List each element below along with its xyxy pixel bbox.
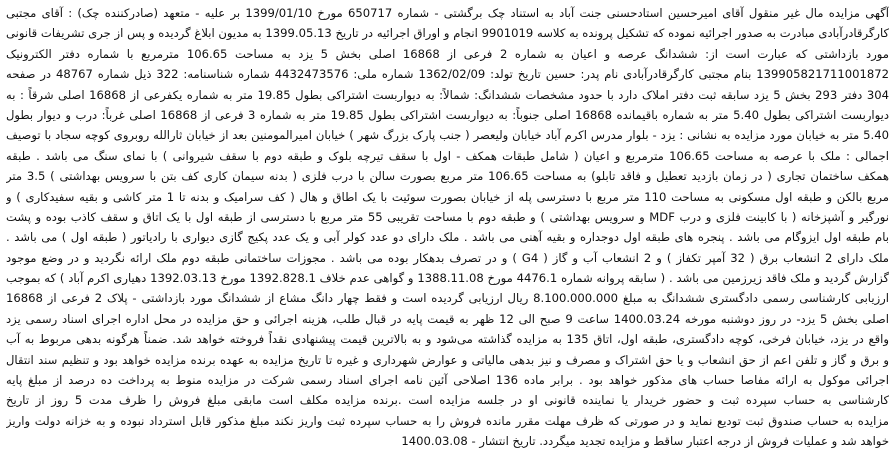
notice-line-20: کارشناسی به حساب سپرده ثبت و حضور خریدار یا نماینده قانونی او در جلسه مزایده است .برنده مزایده مکلف است مابقی مبلغ فروش را ظرف مدت 5 روز از تاریخ — [6, 393, 889, 408]
notice-line-16: اصلی بخش 5 یزد- در روز دوشنبه مورخه 1400.03.24 ساعت 9 صبح الی 12 ظهر به قیمت پایه در قبال طلب، هزینه اجرائی و حق مزایده در محل اداره اجرای اسناد رسمی یزد — [6, 311, 889, 326]
notice-line-9: همکف ساختمان تجاری ( در زمان بازدید تعطیل و فاقد تابلو) به مساحت 106.65 متر مربع بصورت سالن با درب فلزی ( بدنه سیمان کاری کف بتن با سرویس بهداشتی ) 3.5 متر — [6, 169, 889, 184]
notice-line-7: 5.40 متر به خیابان مورد مزایده به نشانی : یزد - بلوار مدرس اکرم آباد خیابان ولیعصر ( جنب پارک بزرگ شهر ) خیابان امیرالمومنین بعد از خیابان ثارالله روبروی کوچه سجاد با توصیف — [6, 128, 889, 143]
notice-line-4: 139905821711001872 بنام مجتبی کارگرقادرآبادی نام پدر: حسین تاریخ تولد: 1362/02/09 شماره ملی: 4432473576 شماره شناسنامه: 322 ذیل شماره 48767 در صفحه — [6, 67, 889, 82]
notice-line-19: اجرائی موکول به ارائه مفاصا حساب های مذکور خواهد بود . برابر ماده 136 اصلاحی آئین نامه اجرای اسناد رسمی شرکت در مزایده منوط به پرداخت ده درصد از مبلغ پایه — [6, 373, 889, 388]
notice-line-17: واقع در یزد، خیابان فرخی، کوچه دادگستری، طبقه اول، اتاق 135 به مزایده گذاشته می‌شود و به بالاترین قیمت پیشنهادی نقداً فروخته خواهد شد. ضمناً هرگونه بدهی مربوط به آب — [6, 332, 889, 347]
notice-line-2: کارگرقادرآبادی مبادرت به صدور اجرائیه نموده که تشکیل پرونده به کلاسه 9901019 انجام و اوراق اجرائیه در تاریخ 1399.05.13 به مدیون ابلاغ گردیده و پس از جری تشریفات قانونی — [6, 26, 889, 41]
notice-line-1: آگهی مزایده مال غیر منقول آقای امیرحسین استادحسنی جنت آباد به استناد چک برگشتی - شماره 650717 مورخ 1399/01/10 بر علیه - متعهد (صادرکننده چک) : آقای مجتبی — [6, 6, 889, 20]
notice-line-6: دیواربست اشتراکی بطول 5.40 متر به شماره باقیمانده 16868 اصلی جنوباً: به دیواربست اشتراکی بطول 19.85 متر به شماره 3 فرعی از 16868 اصلی غرباً: درب و دیوار بطول — [6, 107, 889, 122]
notice-line-21: مزایده به حساب صندوق ثبت تودیع نماید و در صورتی که ظرف مهلت مقرر مانده فروش را به حساب سپرده ثبت واریز نکند مبلغ مذکور قابل استرداد نبوده و به خزانه دولت واریز — [6, 413, 889, 428]
notice-line-12: بام طبقه اول ایزوگام می باشد . پنجره های طبقه اول دوجداره و بقیه آهنی می باشد . ملک دارای دو عدد کولر آبی و یک عدد پکیج گازی دیواری با رادیاتور ( طبقه اول ) می باشد . — [6, 230, 889, 245]
notice-line-15: ارزیابی کارشناسی رسمی دادگستری ششدانگ به مبلغ 8.100.000.000 ریال ارزیابی گردیده است و فقط چهار دانگ مشاع از ششدانگ مورد بازداشتی - پلاک 2 فرعی از 16868 — [6, 291, 889, 306]
notice-line-8: اجمالی : ملک با عرصه به مساحت 106.65 مترمربع و اعیان ( شامل طبقات همکف - اول با سقف تیرچه بلوک و طبقه دوم با سقف شیروانی ) با نمای سنگ می باشد . طبقه — [6, 148, 889, 163]
notice-line-14: گزارش گردید و ملک فاقد زیرزمین می باشد . ( سابقه پروانه شماره 4476.1 مورخ 1388.11.08 و گواهی عدم خلاف 1392.828.1 مورخ 1392.03.13 دهیاری اکرم آباد ) که بموجب — [6, 271, 889, 286]
notice-line-18: و برق و گاز و تلفن اعم از حق انشعاب و یا حق اشتراک و مصرف و نیز بدهی مالیاتی و عوارض شهرداری و غیره تا تاریخ مزایده به عهده برنده مزایده خواهد بود و تنظیم سند انتقال — [6, 352, 889, 367]
notice-line-3: مورد بازداشتی که عبارت است از: ششدانگ عرصه و اعیان به شماره 2 فرعی از 16868 اصلی بخش 5 یزد به مساحت 106.65 مترمربع با شماره دفتر الکترونیک — [6, 46, 889, 61]
notice-line-22: خواهد شد و عملیات فروش از درجه اعتبار ساقط و مزایده تجدید میگردد. تاریخ انتشار - 1400.03.08 — [401, 434, 889, 449]
notice-line-5: 304 دفتر 293 بخش 5 یزد سابقه ثبت دفتر املاک دارد با حدود مشخصات ششدانگ: شمالاً: به دیواربست اشتراکی بطول 19.85 متر به شماره یکفرعی از 16868 اصلی شرقاً : به — [6, 87, 889, 102]
notice-line-13: ملک دارای 2 انشعاب برق ( 32 آمپر تکفاز ) و 2 انشعاب آب و گاز ( G4 ) و در تصرف بدهکار بوده می باشد . مجوزات ساختمانی طبقه دوم ملک ارائه نگردید و در وضع موجود — [6, 250, 889, 265]
notice-line-10: مربع بالکن و طبقه اول مسکونی به مساحت 110 متر مربع با دسترسی پله از خیابان بصورت سوئیت با یک اطاق و هال ( کف سرامیک و بدنه تا 1 متر کاشی و بقیه سفیدکاری ) و — [6, 189, 889, 204]
notice-line-11: نورگیر و آشپزخانه ( با کابینت فلزی و درب MDF و سرویس بهداشتی ) و طبقه دوم با مساحت تقریبی 55 متر مربع با دسترسی از طبقه اول با یک اتاق و سقف کاذب بوده و پشت — [6, 209, 889, 224]
